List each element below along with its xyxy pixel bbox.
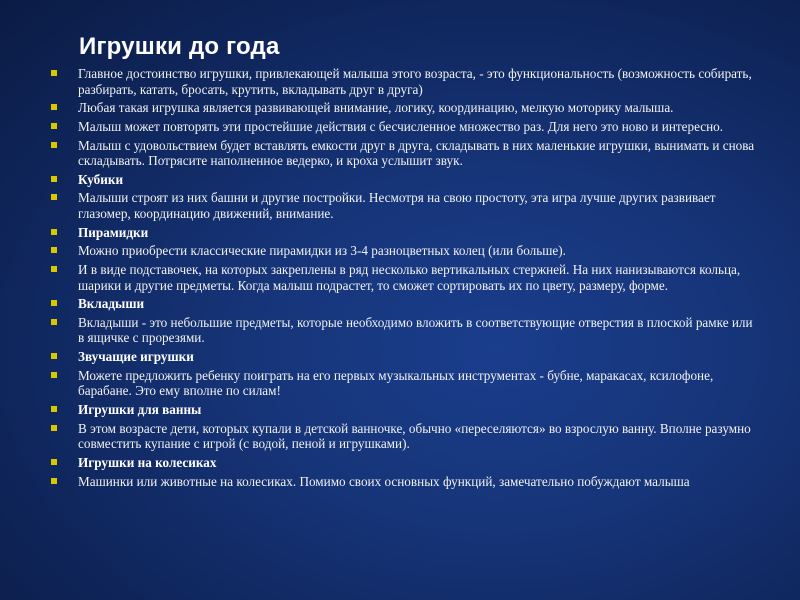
item-text: Малыш может повторять эти простейшие действия с бесчисленное множество раз. Для него это ново и интересно. xyxy=(78,118,724,134)
heading-text: Вкладыши xyxy=(78,296,145,312)
square-bullet-icon xyxy=(51,176,57,182)
item-text: Машинки или животные на колесиках. Помимо своих основных функций, замечательно побуждают малыша xyxy=(78,473,690,489)
square-bullet-icon xyxy=(51,478,57,484)
square-bullet-icon xyxy=(51,353,57,359)
square-bullet-icon xyxy=(51,194,57,200)
list-item xyxy=(50,119,760,135)
square-bullet-icon xyxy=(51,104,57,110)
square-bullet-icon xyxy=(51,142,57,148)
section-heading-bath-toys xyxy=(50,402,760,418)
list-item xyxy=(50,100,760,116)
square-bullet-icon xyxy=(51,229,57,235)
slide-title: Игрушки до года xyxy=(79,33,280,60)
item-text: Любая такая игрушка является развивающей внимание, логику, координацию, мелкую моторику малыша. xyxy=(78,100,674,116)
square-bullet-icon xyxy=(51,123,57,129)
square-bullet-icon xyxy=(51,319,57,325)
list-item xyxy=(50,243,760,259)
square-bullet-icon xyxy=(51,459,57,465)
list-item xyxy=(50,66,760,97)
item-text: Вкладыши - это небольшие предметы, которые необходимо вложить в соответствующие отверстия в плоской рамке или в ящичке с прорезями. xyxy=(78,314,753,346)
item-text: Можете предложить ребенку поиграть на его первых музыкальных инструментах - бубне, маракасах, ксилофоне, барабане. Это ему вполне по силам! xyxy=(78,367,714,399)
section-heading-sound-toys xyxy=(50,349,760,365)
square-bullet-icon xyxy=(51,247,57,253)
square-bullet-icon xyxy=(51,70,57,76)
list-item xyxy=(50,315,760,346)
square-bullet-icon xyxy=(51,406,57,412)
square-bullet-icon xyxy=(51,300,57,306)
square-bullet-icon xyxy=(51,266,57,272)
bullet-list xyxy=(50,66,760,492)
item-text: В этом возрасте дети, которых купали в детской ванночке, обычно «переселяются» во взрослую ванну. Вполне разумно совместить купание с игрой (с водой, пеной и игрушками). xyxy=(78,420,751,452)
heading-text: Кубики xyxy=(78,171,124,187)
item-text: И в виде подставочек, на которых закреплены в ряд несколько вертикальных стержней. На них нанизываются кольца, шарики и другие предметы. Когда малыш подрастет, то сможет сортировать их по цвету, размеру, форме. xyxy=(78,262,741,293)
section-heading-pyramids xyxy=(50,225,760,241)
item-text: Можно приобрести классические пирамидки из 3-4 разноцветных колец (или больше). xyxy=(78,243,566,259)
section-heading-inserts xyxy=(50,296,760,312)
item-text: Малыши строят из них башни и другие постройки. Несмотря на свою простоту, эта игра лучше других развивает глазомер, координацию движений, внимание. xyxy=(78,190,716,221)
square-bullet-icon xyxy=(51,425,57,431)
list-item xyxy=(50,190,760,221)
section-heading-cubes xyxy=(50,172,760,188)
section-heading-wheeled-toys xyxy=(50,455,760,471)
list-item xyxy=(50,474,760,490)
list-item xyxy=(50,138,760,169)
heading-text: Звучащие игрушки xyxy=(78,349,194,365)
item-text: Главное достоинство игрушки, привлекающей малыша этого возраста, - это функциональность (возможность собирать, разбирать, катать, бросать, крутить, вкладывать друг в друга) xyxy=(78,66,752,97)
item-text: Малыш с удовольствием будет вставлять емкости друг в друга, складывать в них маленькие игрушки, вынимать и снова складывать. Потрясите наполненное ведерко, и кроха услышит звук. xyxy=(78,137,755,169)
heading-text: Пирамидки xyxy=(78,224,149,240)
list-item xyxy=(50,262,760,293)
list-item xyxy=(50,421,760,452)
heading-text: Игрушки на колесиках xyxy=(78,454,217,470)
list-item xyxy=(50,368,760,399)
square-bullet-icon xyxy=(51,372,57,378)
heading-text: Игрушки для ванны xyxy=(78,401,202,417)
